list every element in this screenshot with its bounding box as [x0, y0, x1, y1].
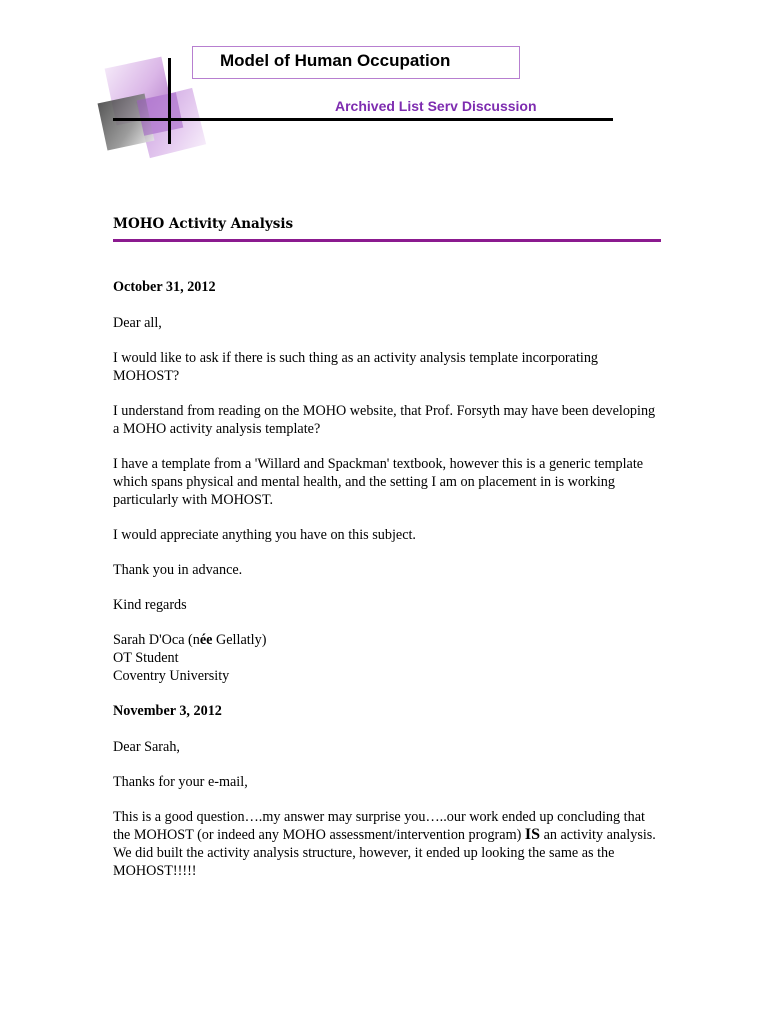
message1-greeting: Dear all,	[113, 315, 162, 331]
signature-name: Sarah D'Oca (née Gellatly)	[113, 632, 267, 648]
document-body	[113, 278, 663, 897]
message2-paragraph: Thanks for your e-mail,	[113, 774, 248, 790]
message2-paragraph: This is a good question….my answer may surprise you…..our work ended up concluding that the MOHOST (or indeed any MOHO assessment/intervention program) IS an activity analysis. We did built the activity analysis structure, however, it ended up looking the same as the MOHOST!!!!!	[113, 809, 656, 879]
message1-paragraph: I would appreciate anything you have on this subject.	[113, 527, 416, 543]
page-subtitle: Archived List Serv Discussion	[335, 98, 537, 114]
signature-role: OT Student	[113, 650, 179, 666]
message1-paragraph: Thank you in advance.	[113, 562, 243, 578]
message1-date: October 31, 2012	[113, 279, 216, 295]
message1-paragraph: I have a template from a 'Willard and Spackman' textbook, however this is a generic template which spans physical and mental health, and the setting I am on placement in is working particularly with MOHOST.	[113, 456, 644, 508]
message1-closing: Kind regards	[113, 597, 187, 613]
section-title: MOHO Activity Analysis	[113, 216, 294, 232]
logo-vertical-line	[168, 58, 171, 144]
header-divider	[113, 118, 613, 121]
message1-paragraph: I would like to ask if there is such thing as an activity analysis template incorporating MOHOST?	[113, 350, 599, 384]
message2-greeting: Dear Sarah,	[113, 739, 180, 755]
page-title: Model of Human Occupation	[220, 51, 451, 70]
message2-date: November 3, 2012	[113, 703, 222, 719]
signature-org: Coventry University	[113, 668, 230, 684]
section-rule	[113, 239, 661, 242]
message1-paragraph: I understand from reading on the MOHO website, that Prof. Forsyth may have been developing a MOHO activity analysis template?	[113, 403, 656, 437]
